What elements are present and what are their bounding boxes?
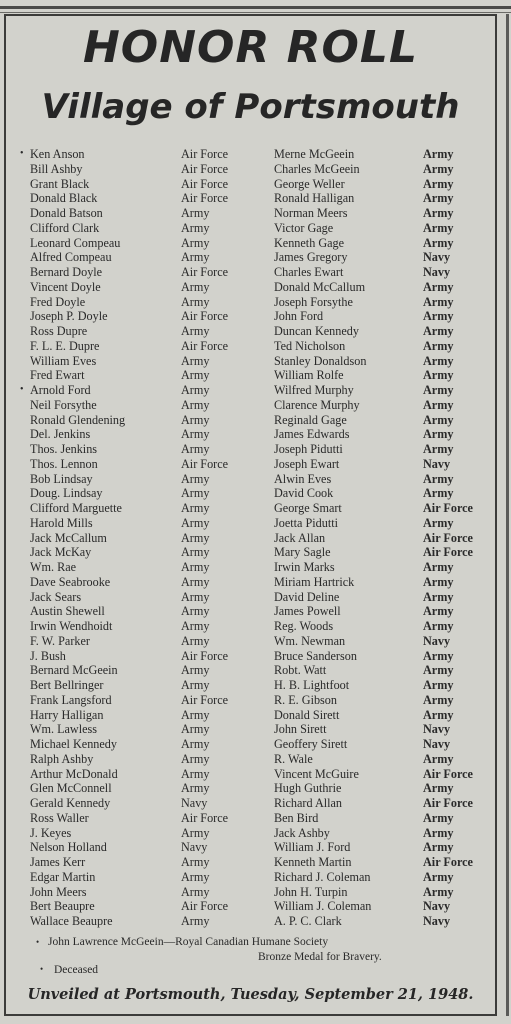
name-right: William J. Coleman (274, 899, 372, 914)
name-left: Vincent Doyle (30, 279, 101, 294)
name-left: John Meers (30, 884, 87, 899)
branch-right: Air Force (423, 545, 473, 560)
name-right: John H. Turpin (274, 884, 348, 899)
branch-right: Army (423, 309, 454, 324)
name-right: Duncan Kennedy (274, 324, 359, 338)
branch-left: Army (181, 206, 210, 220)
name-left: Fred Doyle (30, 294, 86, 309)
branch-right: Army (423, 176, 454, 191)
branch-left: Air Force (181, 648, 229, 663)
name-right: Donald McCallum (274, 279, 366, 294)
name-right: Miriam Hartrick (274, 574, 355, 589)
branch-right: Army (423, 353, 454, 368)
branch-left: Army (181, 545, 210, 560)
name-right: Kenneth Martin (274, 855, 352, 869)
branch-right: Army (423, 560, 454, 574)
branch-left: Army (181, 678, 210, 692)
page-title: HONOR ROLL (82, 22, 418, 73)
branch-right: Navy (423, 914, 451, 928)
branch-left: Army (181, 294, 210, 309)
name-left: Austin Shewell (30, 604, 105, 619)
name-left: J. Keyes (30, 825, 72, 840)
name-left: Jack McCallum (30, 530, 107, 545)
branch-right: Army (423, 619, 454, 633)
branch-left: Army (181, 766, 210, 781)
name-left: Thos. Jenkins (30, 442, 98, 456)
branch-left: Army (181, 353, 210, 368)
name-right: Richard J. Coleman (274, 869, 371, 884)
name-right: Donald Sirett (274, 707, 340, 722)
name-right: A. P. C. Clark (274, 914, 342, 928)
branch-left: Army (181, 589, 210, 604)
branch-right: Army (423, 191, 454, 206)
branch-left: Army (181, 412, 210, 427)
name-right: Norman Meers (274, 206, 348, 220)
name-right: Reginald Gage (274, 412, 347, 427)
name-right: Charles Ewart (274, 265, 344, 279)
branch-right: Army (423, 707, 454, 722)
name-left: Glen McConnell (30, 781, 112, 796)
name-left: Ross Dupre (30, 324, 88, 338)
branch-right: Army (423, 206, 454, 220)
branch-left: Air Force (181, 265, 229, 279)
name-left: Leonard Compeau (30, 235, 121, 250)
branch-left: Air Force (181, 692, 229, 707)
name-right: William Rolfe (274, 368, 344, 383)
branch-right: Army (423, 338, 454, 353)
deceased-marker: • (20, 148, 24, 159)
branch-right: Army (423, 692, 454, 707)
branch-right: Army (423, 235, 454, 250)
name-right: Ted Nicholson (274, 338, 346, 353)
branch-right: Army (423, 663, 454, 678)
name-right: Joseph Pidutti (274, 442, 343, 456)
name-right: John Ford (274, 309, 324, 324)
branch-right: Army (423, 471, 454, 486)
name-right: Ben Bird (274, 810, 319, 825)
branch-right: Army (423, 220, 454, 235)
name-left: Irwin Wendhoidt (30, 619, 113, 633)
name-left: Ronald Glendening (30, 412, 126, 427)
branch-right: Air Force (423, 855, 473, 869)
name-left: Frank Langsford (30, 692, 112, 707)
name-right: H. B. Lightfoot (274, 678, 350, 692)
name-left: Del. Jenkins (30, 427, 91, 442)
branch-right: Air Force (423, 766, 473, 781)
branch-right: Army (423, 486, 454, 501)
top-rule-thin (0, 12, 511, 13)
branch-left: Army (181, 560, 210, 574)
name-right: Bruce Sanderson (274, 648, 357, 663)
name-right: James Powell (274, 604, 341, 619)
branch-right: Army (423, 294, 454, 309)
name-left: James Kerr (30, 855, 86, 869)
name-left: Bert Bellringer (30, 678, 104, 692)
branch-left: Army (181, 486, 210, 501)
page-subtitle: Village of Portsmouth (41, 87, 460, 127)
name-left: Ken Anson (30, 147, 85, 161)
branch-left: Army (181, 530, 210, 545)
branch-right: Army (423, 412, 454, 427)
name-left: Donald Black (30, 191, 98, 206)
name-right: George Smart (274, 501, 342, 515)
name-left: Jack Sears (30, 589, 82, 604)
name-right: David Deline (274, 589, 340, 604)
top-rule (0, 6, 511, 9)
branch-left: Air Force (181, 161, 229, 176)
deceased-legend-bullet: • (40, 964, 44, 974)
name-right: Stanley Donaldson (274, 353, 367, 368)
name-left: Bill Ashby (30, 161, 83, 176)
name-right: Irwin Marks (274, 560, 335, 574)
name-left: Dave Seabrooke (30, 574, 111, 589)
branch-right: Army (423, 589, 454, 604)
name-left: Bert Beaupre (30, 899, 95, 914)
name-right: Clarence Murphy (274, 397, 360, 412)
branch-left: Army (181, 722, 210, 737)
branch-left: Air Force (181, 899, 229, 914)
name-right: James Edwards (274, 427, 350, 442)
name-left: Donald Batson (30, 206, 103, 220)
branch-right: Army (423, 574, 454, 589)
branch-right: Navy (423, 265, 451, 279)
branch-right: Air Force (423, 501, 473, 515)
branch-right: Army (423, 383, 454, 397)
branch-left: Army (181, 707, 210, 722)
unveiled-footer: Unveiled at Portsmouth, Tuesday, September 21, 1948. (27, 986, 474, 1003)
name-right: Ronald Halligan (274, 191, 355, 206)
name-left: Harold Mills (30, 515, 93, 530)
name-right: Alwin Eves (274, 471, 332, 486)
name-right: Vincent McGuire (274, 766, 359, 781)
award-note-line1: John Lawrence McGeein—Royal Canadian Humane Society (48, 936, 329, 948)
branch-left: Army (181, 619, 210, 633)
name-left: Bernard Doyle (30, 265, 103, 279)
name-left: Wallace Beaupre (30, 914, 113, 928)
name-left: Thos. Lennon (30, 456, 98, 471)
branch-right: Army (423, 604, 454, 619)
branch-left: Army (181, 663, 210, 678)
name-left: Arthur McDonald (30, 766, 118, 781)
name-right: Wm. Newman (274, 633, 346, 648)
branch-left: Army (181, 515, 210, 530)
name-right: Jack Ashby (274, 825, 330, 840)
branch-left: Army (181, 397, 210, 412)
branch-right: Army (423, 648, 454, 663)
name-left: Clifford Clark (30, 220, 100, 235)
branch-left: Army (181, 781, 210, 796)
name-left: Gerald Kennedy (30, 796, 111, 810)
branch-left: Air Force (181, 309, 229, 324)
name-right: Hugh Guthrie (274, 781, 342, 796)
branch-left: Army (181, 751, 210, 766)
branch-right: Navy (423, 899, 451, 914)
branch-right: Army (423, 147, 454, 161)
name-right: Mary Sagle (274, 545, 331, 560)
name-right: Merne McGeein (274, 147, 355, 161)
name-right: Geoffery Sirett (274, 737, 348, 751)
name-right: R. Wale (274, 751, 313, 766)
name-left: Alfred Compeau (30, 250, 112, 265)
branch-left: Army (181, 368, 210, 383)
branch-left: Army (181, 279, 210, 294)
name-right: Wilfred Murphy (274, 383, 354, 397)
branch-left: Army (181, 501, 210, 515)
name-right: George Weller (274, 176, 345, 191)
name-left: Doug. Lindsay (30, 486, 103, 501)
branch-right: Army (423, 781, 454, 796)
name-left: Fred Ewart (30, 368, 85, 383)
right-border-edge (506, 14, 509, 1016)
branch-left: Army (181, 574, 210, 589)
branch-right: Army (423, 397, 454, 412)
branch-right: Navy (423, 456, 451, 471)
branch-left: Army (181, 914, 210, 928)
branch-left: Air Force (181, 338, 229, 353)
branch-left: Navy (181, 840, 208, 855)
branch-left: Air Force (181, 147, 229, 161)
name-right: John Sirett (274, 722, 327, 737)
branch-right: Army (423, 840, 454, 855)
branch-left: Army (181, 235, 210, 250)
branch-left: Army (181, 442, 210, 456)
branch-left: Army (181, 825, 210, 840)
branch-right: Army (423, 324, 454, 338)
branch-left: Air Force (181, 176, 229, 191)
name-right: William J. Ford (274, 840, 351, 855)
name-left: Bob Lindsay (30, 471, 93, 486)
branch-right: Navy (423, 722, 451, 737)
branch-right: Army (423, 515, 454, 530)
name-left: J. Bush (30, 648, 66, 663)
name-right: Jack Allan (274, 530, 326, 545)
branch-left: Air Force (181, 191, 229, 206)
branch-right: Army (423, 825, 454, 840)
name-left: F. W. Parker (30, 633, 90, 648)
name-left: Jack McKay (30, 545, 92, 560)
name-right: Joseph Forsythe (274, 294, 353, 309)
name-left: F. L. E. Dupre (30, 338, 100, 353)
name-left: Harry Halligan (30, 707, 104, 722)
name-left: Edgar Martin (30, 869, 96, 884)
name-left: Wm. Lawless (30, 722, 98, 737)
branch-right: Army (423, 279, 454, 294)
branch-left: Army (181, 250, 210, 265)
branch-left: Army (181, 324, 210, 338)
branch-right: Army (423, 810, 454, 825)
name-left: Grant Black (30, 176, 90, 191)
branch-left: Army (181, 855, 210, 869)
branch-left: Air Force (181, 810, 229, 825)
branch-right: Army (423, 427, 454, 442)
name-left: Ross Waller (30, 810, 89, 825)
branch-left: Army (181, 383, 210, 397)
name-left: Neil Forsythe (30, 397, 97, 412)
branch-left: Navy (181, 796, 208, 810)
name-right: Richard Allan (274, 796, 343, 810)
name-right: Joetta Pidutti (274, 515, 338, 530)
name-right: Kenneth Gage (274, 235, 345, 250)
name-left: Arnold Ford (30, 383, 91, 397)
name-right: Reg. Woods (274, 619, 334, 633)
branch-right: Army (423, 161, 454, 176)
name-right: Charles McGeein (274, 161, 360, 176)
branch-right: Navy (423, 250, 451, 265)
name-left: Clifford Marguette (30, 501, 122, 515)
name-right: Victor Gage (274, 220, 334, 235)
award-bullet: • (36, 937, 40, 947)
name-left: William Eves (30, 353, 97, 368)
branch-right: Navy (423, 633, 451, 648)
name-right: Robt. Watt (274, 663, 327, 678)
branch-left: Air Force (181, 456, 229, 471)
name-left: Bernard McGeein (30, 663, 118, 678)
branch-left: Army (181, 604, 210, 619)
name-left: Joseph P. Doyle (30, 309, 108, 324)
name-right: R. E. Gibson (274, 692, 337, 707)
branch-left: Army (181, 737, 210, 751)
branch-left: Army (181, 220, 210, 235)
deceased-marker: • (20, 384, 24, 395)
branch-right: Army (423, 368, 454, 383)
branch-left: Army (181, 884, 210, 899)
name-right: James Gregory (274, 250, 348, 265)
branch-left: Army (181, 633, 210, 648)
deceased-legend-text: Deceased (54, 964, 99, 976)
branch-right: Army (423, 869, 454, 884)
name-left: Wm. Rae (30, 560, 77, 574)
branch-right: Army (423, 678, 454, 692)
award-note-line2: Bronze Medal for Bravery. (258, 951, 382, 963)
branch-left: Army (181, 471, 210, 486)
name-left: Michael Kennedy (30, 737, 117, 751)
branch-right: Air Force (423, 530, 473, 545)
branch-right: Navy (423, 737, 451, 751)
name-right: Joseph Ewart (274, 456, 340, 471)
branch-left: Army (181, 427, 210, 442)
name-left: Nelson Holland (30, 840, 107, 855)
branch-right: Air Force (423, 796, 473, 810)
branch-right: Army (423, 751, 454, 766)
branch-right: Army (423, 884, 454, 899)
name-right: David Cook (274, 486, 334, 501)
branch-right: Army (423, 442, 454, 456)
branch-left: Army (181, 869, 210, 884)
name-left: Ralph Ashby (30, 751, 94, 766)
